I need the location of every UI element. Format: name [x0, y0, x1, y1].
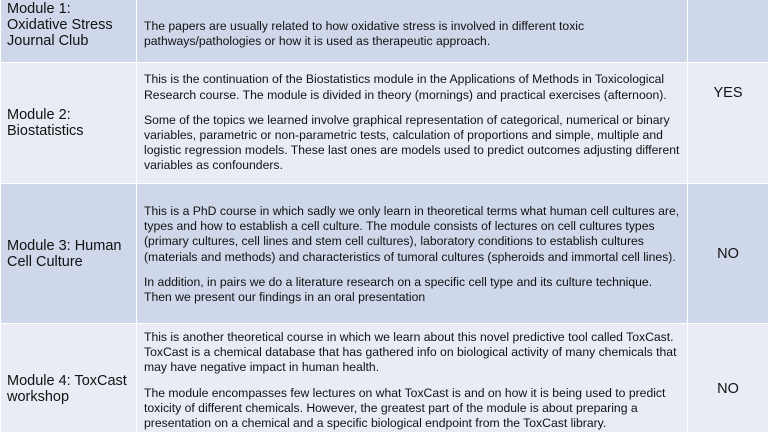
module-flag	[688, 0, 768, 63]
description-paragraph: Some of the topics we learned involve graphical representation of categorical, numerical or binary variables, parametric or non-parametric tests, calculation of proportions and simple, multiple and logistic regression models. These last ones are models used to predict outcomes adjusting different variables as confounders.	[144, 112, 680, 173]
module-description	[137, 184, 688, 324]
module-flag: NO	[688, 184, 768, 324]
description-paragraph: The papers are usually related to how oxidative stress is involved in different toxic pathways/pathologies or how it is used as therapeutic approach.	[144, 18, 585, 48]
table-row	[1, 324, 768, 432]
module-name: Module 4: ToxCast workshop	[1, 324, 137, 432]
module-name: Module 3: Human Cell Culture	[1, 184, 137, 324]
module-name: Module 1: Oxidative Stress Journal Club	[1, 0, 137, 63]
description-paragraph: This is a PhD course in which sadly we only learn in theoretical terms what human cell cultures are, types and how to establish a cell culture. The module consists of lectures on cell cultures types (primary cultures, cell lines and stem cell cultures), laboratory conditions to establish cultures (materials and methods) and characteristics of tumoral cultures (spheroids and immortal cell lines).	[144, 203, 680, 264]
description-paragraph: This is the continuation of the Biostatistics module in the Applications of Methods in Toxicological Research course. The module is divided in theory (mornings) and practical exercises (afternoon).	[144, 72, 667, 102]
table-row	[1, 184, 768, 324]
table-row	[1, 63, 768, 184]
module-description	[137, 63, 688, 184]
module-name: Module 2: Biostatistics	[1, 63, 137, 184]
module-flag: NO	[688, 324, 768, 432]
module-flag: YES	[688, 63, 768, 184]
module-description	[137, 324, 688, 432]
description-paragraph: This is another theoretical course in which we learn about this novel predictive tool called ToxCast. ToxCast is a chemical database that has gathered info on biological activity of many chemicals that may have negative impact in human health.	[144, 330, 677, 375]
module-description	[137, 0, 688, 63]
description-paragraph: The module encompasses few lectures on what ToxCast is and on how it is being used to predict toxicity of different chemicals. However, the greatest part of the module is about preparing a presentation on a chemical and a specific biological endpoint from the ToxCast library.	[144, 385, 666, 431]
description-paragraph: In addition, in pairs we do a literature research on a specific cell type and its culture technique. Then we present our findings in an oral presentation	[144, 274, 653, 304]
table-row	[1, 0, 768, 63]
